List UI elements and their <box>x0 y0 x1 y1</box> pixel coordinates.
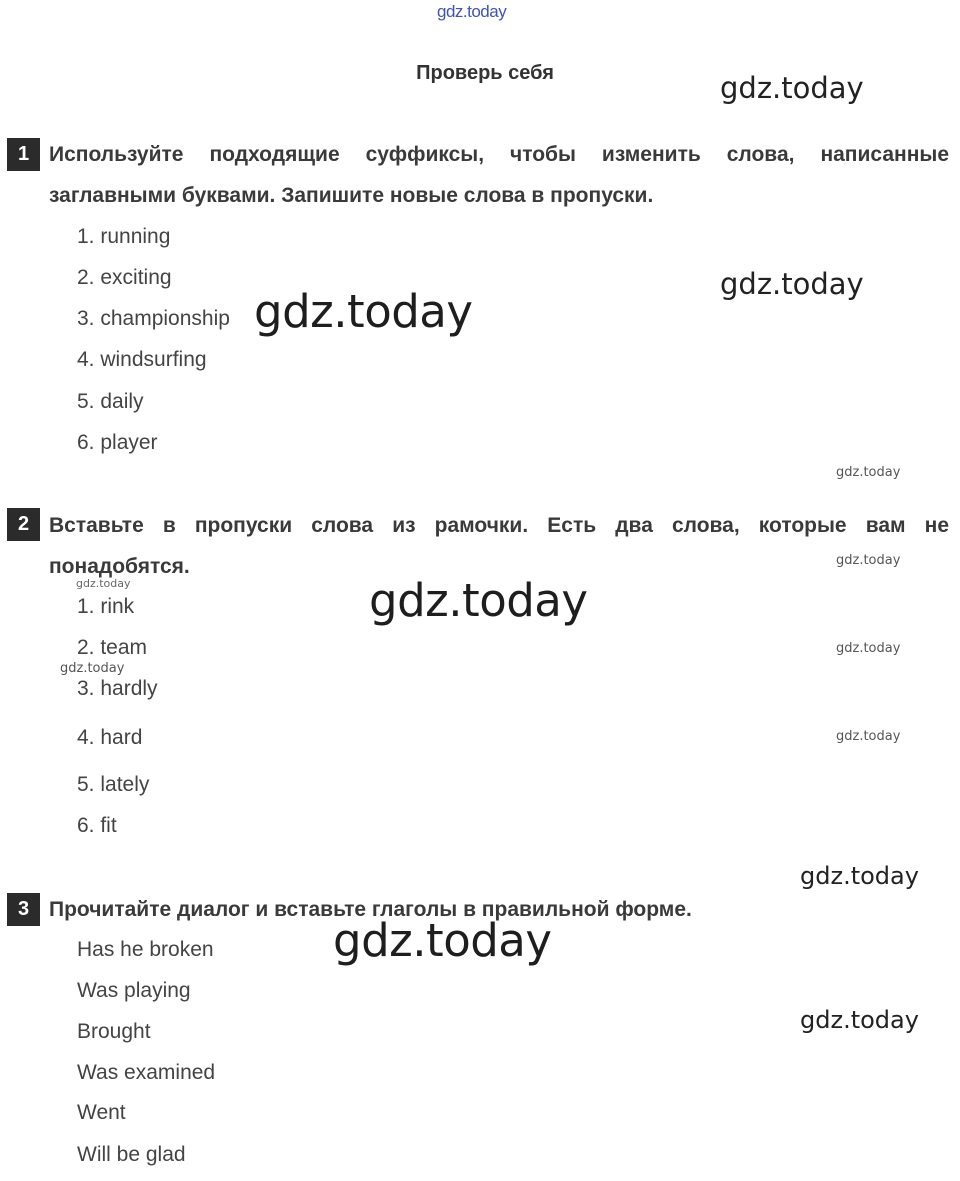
exercise-number-badge: 3 <box>7 893 40 926</box>
watermark-top: gdz.today <box>437 2 507 21</box>
exercise-instruction: Используйте подходящие суффиксы, чтобы изменить слова, написанные заглавными буквами. Запишите новые слова в пропуски. <box>49 143 949 207</box>
answer-item: Was examined <box>77 1061 216 1084</box>
watermark: gdz.today <box>254 285 473 338</box>
answer-item: 3. hardly <box>77 677 158 700</box>
answer-item: Brought <box>77 1020 151 1043</box>
answer-item: Was playing <box>77 979 191 1002</box>
answer-item: Went <box>77 1101 126 1124</box>
answer-item: 4. hard <box>77 726 143 749</box>
watermark: gdz.today <box>836 465 901 480</box>
watermark: gdz.today <box>720 267 864 301</box>
exercise-number-badge: 1 <box>7 138 40 171</box>
watermark: gdz.today <box>836 729 901 744</box>
answer-item: 2. exciting <box>77 266 172 289</box>
answer-item: 5. daily <box>77 390 144 413</box>
watermark: gdz.today <box>333 914 552 967</box>
answer-item: 6. player <box>77 431 158 454</box>
watermark: gdz.today <box>800 1006 919 1034</box>
watermark: gdz.today <box>76 577 131 590</box>
answer-item: 3. championship <box>77 307 230 330</box>
watermark: gdz.today <box>60 661 125 676</box>
answer-item: 1. running <box>77 225 171 248</box>
answer-item: 4. windsurfing <box>77 348 207 371</box>
exercise-number-badge: 2 <box>7 508 40 541</box>
answer-item: 6. fit <box>77 814 117 837</box>
answer-item: 2. team <box>77 636 148 659</box>
exercise-instruction: Вставьте в пропуски слова из рамочки. Есть два слова, которые вам не понадобятся. <box>49 514 949 578</box>
answer-item: 5. lately <box>77 773 150 796</box>
watermark: gdz.today <box>836 553 901 568</box>
answer-item: Has he broken <box>77 938 214 961</box>
answer-item: 1. rink <box>77 595 135 618</box>
exercise-instruction: Прочитайте диалог и вставьте глаголы в правильной форме. <box>49 898 692 921</box>
answer-item: Will be glad <box>77 1143 186 1166</box>
watermark: gdz.today <box>836 641 901 656</box>
watermark: gdz.today <box>369 574 588 627</box>
watermark: gdz.today <box>800 862 919 890</box>
watermark: gdz.today <box>720 71 864 105</box>
page-title: Проверь себя <box>416 62 554 84</box>
